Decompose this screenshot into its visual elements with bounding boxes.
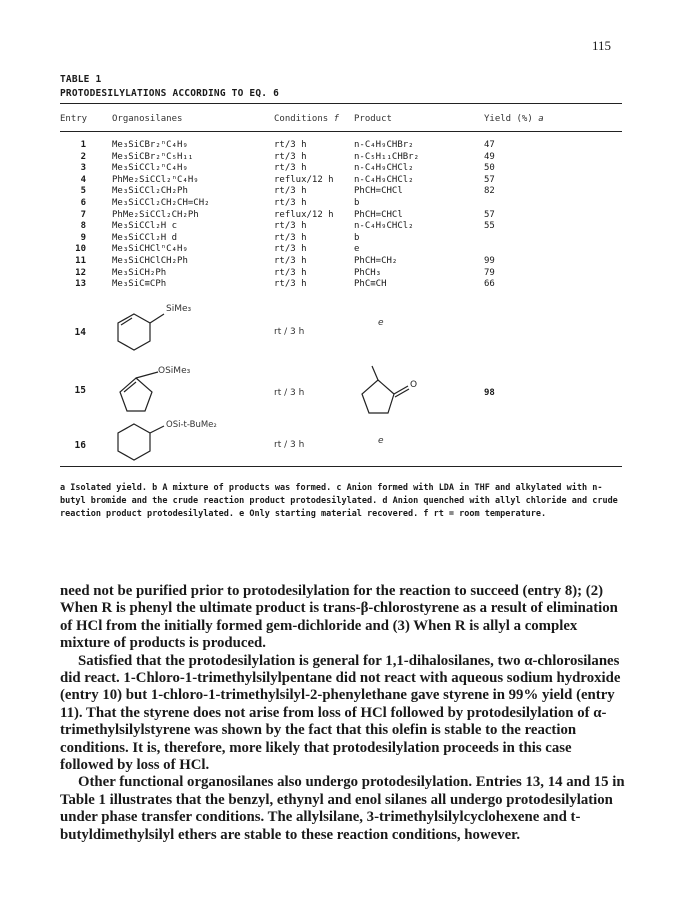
row-7-yield: 57: [484, 209, 495, 220]
row-8-conditions: rt/3 h: [274, 221, 307, 232]
row-1-product: n-C₄H₉CHBr₂: [354, 140, 414, 150]
row-5-conditions: rt/3 h: [274, 186, 307, 197]
entry-15-substituent: OSiMe₃: [158, 366, 191, 376]
row-5-organosilane: Me₃SiCCl₂CH₂Ph: [112, 186, 188, 197]
row-7-conditions: reflux/12 h: [274, 209, 334, 220]
entry-16-product: e: [378, 436, 384, 446]
row-8-entry: 8: [80, 221, 86, 232]
entry-15-product-structure: [356, 360, 446, 422]
header-product: Product: [354, 114, 392, 124]
row-11-conditions: rt/3 h: [274, 256, 307, 266]
header-conditions-label: Conditions: [274, 114, 329, 124]
entry-16-number: 16: [74, 440, 86, 451]
row-1-entry: 1: [80, 140, 86, 150]
row-4-organosilane: PhMe₂SiCCl₂ⁿC₄H₉: [112, 174, 199, 185]
row-6-entry: 6: [80, 198, 86, 208]
row-10-entry: 10: [75, 244, 86, 255]
table-label: TABLE 1: [60, 74, 102, 85]
row-11-organosilane: Me₃SiCHClCH₂Ph: [112, 256, 188, 266]
table-header-rule: [60, 131, 622, 132]
table-footnotes: a Isolated yield. b A mixture of products was formed. c Anion formed with LDA in THF and alkylated with n-butyl bromide and the crude reaction product protodesilylated. d Anion quenched with allyl chloride and crude reaction product protodesilylated. e Only starting material recovered. f rt = room temperature.: [60, 483, 618, 519]
entry-14-number: 14: [74, 327, 86, 338]
entry-15-number: 15: [74, 385, 86, 396]
row-5-yield: 82: [484, 186, 495, 197]
row-7-entry: 7: [80, 209, 86, 220]
row-5-entry: 5: [80, 186, 86, 197]
row-4-entry: 4: [80, 174, 86, 185]
entry-16-substituent: OSi-t-BuMe₂: [166, 420, 217, 430]
row-2-product: n-C₅H₁₁CHBr₂: [354, 151, 420, 162]
row-13-product: PhC≡CH: [354, 279, 387, 290]
row-9-product: b: [354, 232, 360, 243]
cyclohexene-ring: [118, 314, 150, 350]
paragraph-1: need not be purified prior to protodesilylation for the reaction to succeed (entry 8); (2) When R is phenyl the ultimate product is trans-β-chlorostyrene as a result of elimination of HCl from the initially formed gem-dichloride and (3) When R is allyl a complex mixture of products is produced.: [60, 583, 618, 652]
entry-14-substituent: SiMe₃: [166, 304, 192, 314]
header-yield-label: Yield (%): [484, 114, 533, 124]
entry-15-yield: 98: [484, 388, 495, 398]
row-9-conditions: rt/3 h: [274, 232, 307, 243]
row-2-conditions: rt/3 h: [274, 151, 307, 162]
row-1-conditions: rt/3 h: [274, 140, 307, 150]
row-10-organosilane: Me₃SiCHClⁿC₄H₉: [112, 244, 188, 255]
row-4-yield: 57: [484, 174, 495, 185]
entry-15-conditions: rt / 3 h: [274, 388, 305, 398]
row-2-entry: 2: [80, 151, 86, 162]
row-6-conditions: rt/3 h: [274, 198, 307, 208]
header-organosilanes: Organosilanes: [112, 114, 183, 124]
row-2-yield: 49: [484, 151, 495, 162]
ring-double-bond: [121, 318, 132, 325]
methyl-bond: [372, 366, 378, 380]
cyclopentanone-ring: [362, 380, 394, 413]
cyclohexane-ring: [118, 424, 150, 460]
row-4-conditions: reflux/12 h: [274, 174, 334, 185]
table-top-rule: [60, 103, 622, 104]
table-title: PROTODESILYLATIONS ACCORDING TO EQ. 6: [60, 88, 280, 99]
row-13-organosilane: Me₃SiC≡CPh: [112, 279, 167, 290]
row-12-entry: 12: [75, 267, 86, 278]
oxygen-bond: [136, 372, 158, 378]
carbonyl-bond: [394, 386, 408, 394]
entry-16-conditions: rt / 3 h: [274, 440, 305, 450]
row-13-conditions: rt/3 h: [274, 279, 307, 290]
row-1-organosilane: Me₃SiCBr₂ⁿC₄H₉: [112, 140, 188, 150]
header-conditions-note: f: [333, 114, 340, 124]
body-text: [60, 583, 626, 844]
row-13-yield: 66: [484, 279, 495, 290]
entry-14-conditions: rt / 3 h: [274, 327, 305, 337]
row-12-yield: 79: [484, 267, 495, 278]
row-3-conditions: rt/3 h: [274, 163, 307, 174]
row-6-product: b: [354, 198, 360, 208]
ether-bond: [150, 426, 164, 433]
header-entry: Entry: [60, 114, 88, 124]
row-3-product: n-C₄H₉CHCl₂: [354, 163, 414, 174]
row-3-entry: 3: [80, 163, 86, 174]
entry-14-product: e: [378, 318, 384, 328]
row-11-product: PhCH=CH₂: [354, 256, 398, 266]
row-7-product: PhCH=CHCl: [354, 209, 403, 220]
svg-text:O: O: [410, 380, 418, 390]
row-8-product: n-C₄H₉CHCl₂: [354, 221, 414, 232]
row-7-organosilane: PhMe₂SiCCl₂CH₂Ph: [112, 209, 199, 220]
header-yield: [484, 114, 544, 124]
row-10-product: e: [354, 244, 360, 255]
row-6-organosilane: Me₃SiCCl₂CH₂CH=CH₂: [112, 198, 210, 208]
row-5-product: PhCH=CHCl: [354, 186, 403, 197]
row-3-organosilane: Me₃SiCCl₂ⁿC₄H₉: [112, 163, 188, 174]
row-9-organosilane: Me₃SiCCl₂H d: [112, 232, 178, 243]
row-4-product: n-C₄H₉CHCl₂: [354, 174, 414, 185]
table-bottom-rule: [60, 466, 622, 467]
row-12-conditions: rt/3 h: [274, 267, 307, 278]
page-number: 115: [592, 38, 612, 53]
row-10-conditions: rt/3 h: [274, 244, 307, 255]
paragraph-3: Other functional organosilanes also undergo protodesilylation. Entries 13, 14 and 15 in Table 1 illustrates that the benzyl, ethynyl and enol silanes all undergo protodesilylation under phase transfer conditions. The allylsilane, 3-trimethylsilylcyclohexene and t-butyldimethylsilyl ethers are stable to these reaction conditions, however.: [60, 774, 625, 843]
row-11-yield: 99: [484, 256, 495, 266]
paragraph-2: Satisfied that the protodesilylation is general for 1,1-dihalosilanes, two α-chlorosilanes did react. 1-Chloro-1-trimethylsilylpentane did not react with aqueous sodium hydroxide (entry 10) but 1-chloro-1-trimethylsilyl-2-phenylethane gave styrene in 99% yield (entry 11). That the styrene does not arise from loss of HCl followed by protodesilylation of α-trimethylsilylstyrene was shown by the fact that this olefin is stable to the reaction conditions. It is, therefore, more likely that protodesilylation proceeds in this case followed by loss of HCl.: [60, 652, 621, 774]
header-conditions: [274, 114, 339, 124]
row-1-yield: 47: [484, 140, 495, 150]
row-9-entry: 9: [80, 232, 86, 243]
row-13-entry: 13: [75, 279, 86, 290]
row-12-organosilane: Me₃SiCH₂Ph: [112, 267, 167, 278]
row-2-organosilane: Me₃SiCBr₂ⁿC₅H₁₁: [112, 151, 194, 162]
row-12-product: PhCH₃: [354, 267, 382, 278]
row-8-organosilane: Me₃SiCCl₂H c: [112, 221, 178, 232]
cyclopentene-ring: [120, 378, 152, 411]
header-yield-note: a: [538, 114, 544, 124]
row-8-yield: 55: [484, 221, 495, 232]
row-11-entry: 11: [75, 256, 86, 266]
row-3-yield: 50: [484, 163, 495, 174]
silyl-bond: [150, 314, 164, 323]
